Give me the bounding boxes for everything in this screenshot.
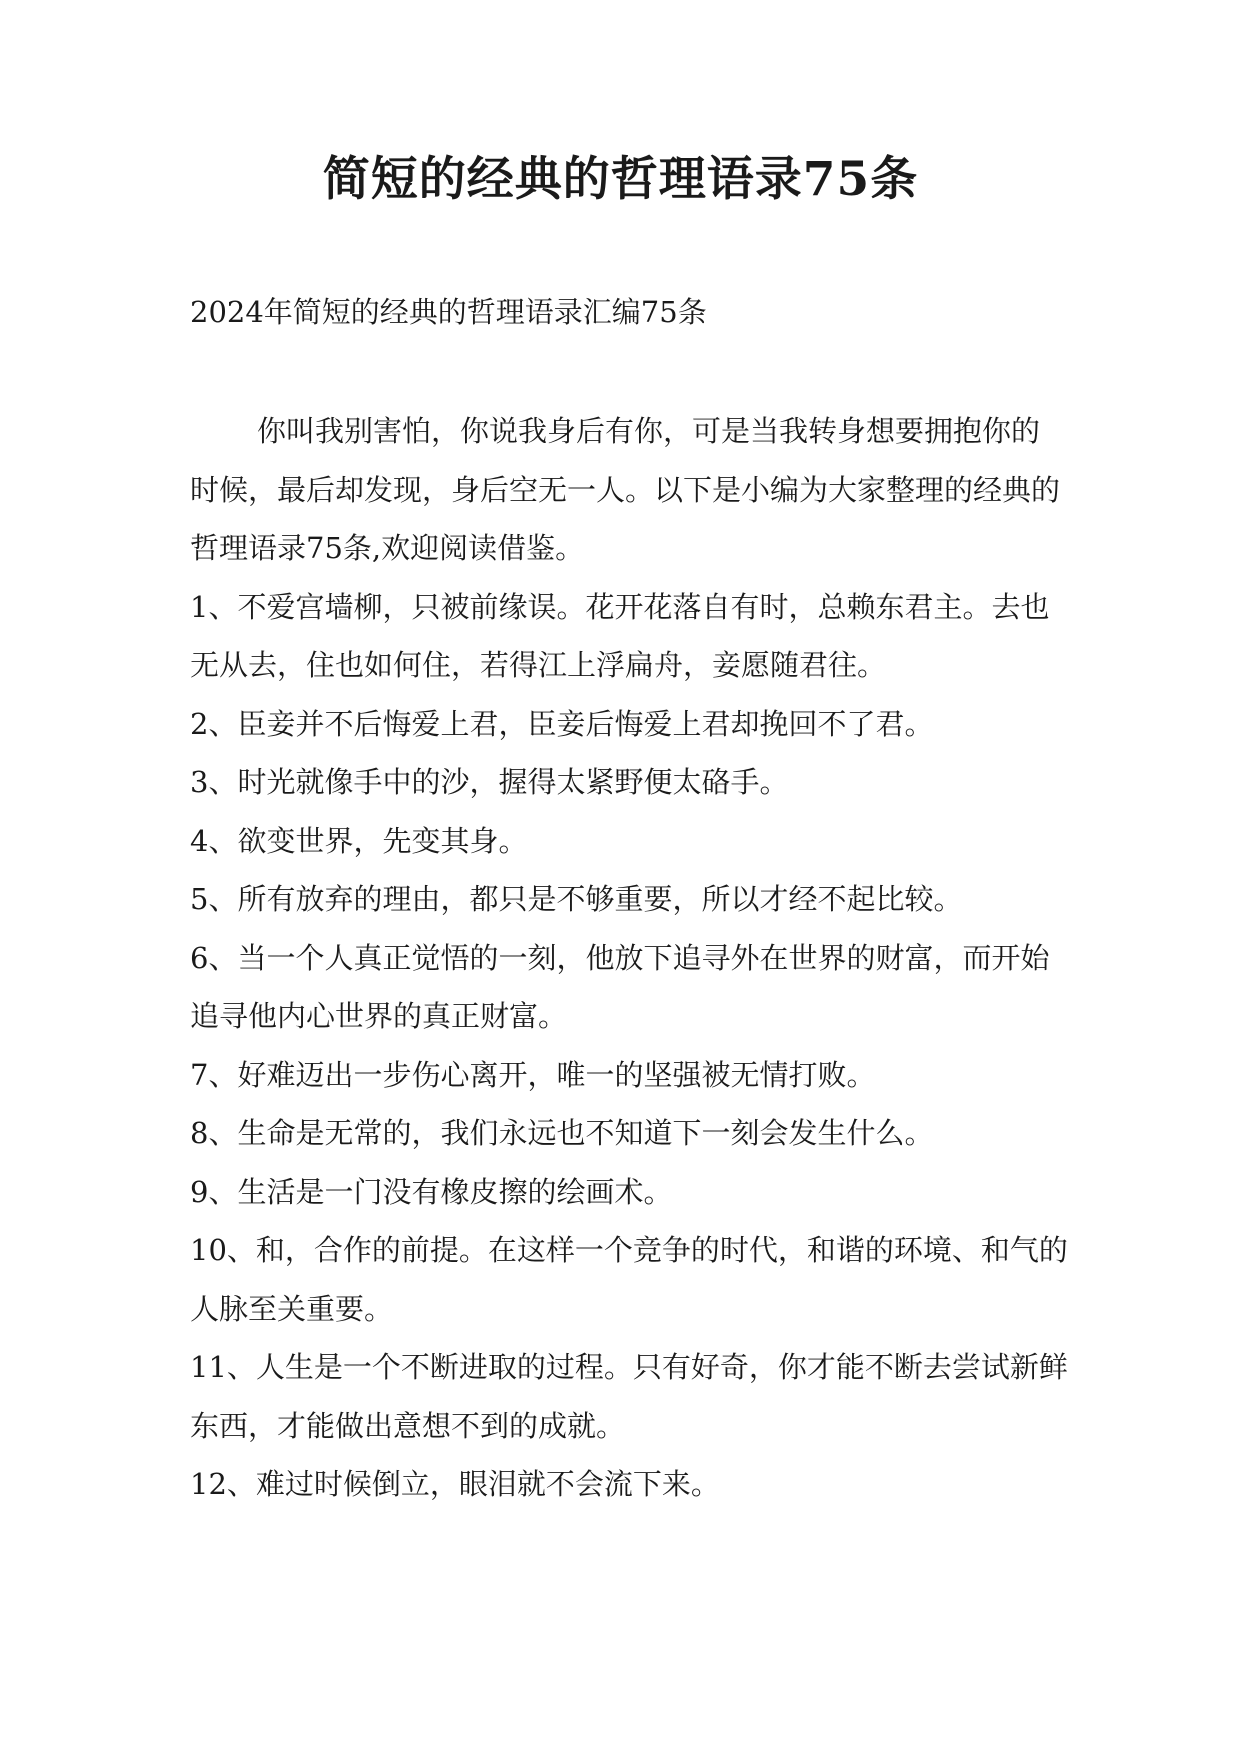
- quote-item: 11、人生是一个不断进取的过程。只有好奇，你才能不断去尝试新鲜东西，才能做出意想不到的成就。: [190, 1350, 1068, 1443]
- quote-item: 4、欲变世界，先变其身。: [190, 823, 528, 858]
- quote-item: 7、好难迈出一步伤心离开，唯一的坚强被无情打败。: [190, 1057, 876, 1092]
- quote-item: 8、生命是无常的，我们永远也不知道下一刻会发生什么。: [190, 1116, 934, 1150]
- quote-item: 12、难过时候倒立，眼泪就不会流下来。: [190, 1467, 720, 1501]
- document-title: 简短的经典的哲理语录75条: [322, 152, 919, 207]
- quote-item: 1、不爱宫墙柳，只被前缘误。花开花落自有时，总赖东君主。去也无从去，住也如何住，若得江上浮扁舟，妾愿随君往。: [190, 589, 1050, 682]
- intro-paragraph: 你叫我别害怕，你说我身后有你，可是当我转身想要拥抱你的时候，最后却发现，身后空无一人。以下是小编为大家整理的经典的哲理语录75条,欢迎阅读借鉴。: [190, 414, 1061, 565]
- quote-list: [190, 578, 1068, 1514]
- quote-item: 2、臣妾并不后悔爱上君，臣妾后悔爱上君却挽回不了君。: [190, 706, 934, 741]
- quote-item: 5、所有放弃的理由，都只是不够重要，所以才经不起比较。: [190, 882, 963, 916]
- quote-item: 10、和，合作的前提。在这样一个竞争的时代，和谐的环境、和气的人脉至关重要。: [190, 1233, 1068, 1326]
- document-subtitle: 2024年简短的经典的哲理语录汇编75条: [190, 295, 707, 329]
- document-body: [190, 402, 1068, 1514]
- quote-item: 3、时光就像手中的沙，握得太紧野便太硌手。: [190, 765, 789, 799]
- quote-item: 9、生活是一门没有橡皮擦的绘画术。: [190, 1174, 673, 1209]
- quote-item: 6、当一个人真正觉悟的一刻，他放下追寻外在世界的财富，而开始追寻他内心世界的真正财富。: [190, 940, 1050, 1033]
